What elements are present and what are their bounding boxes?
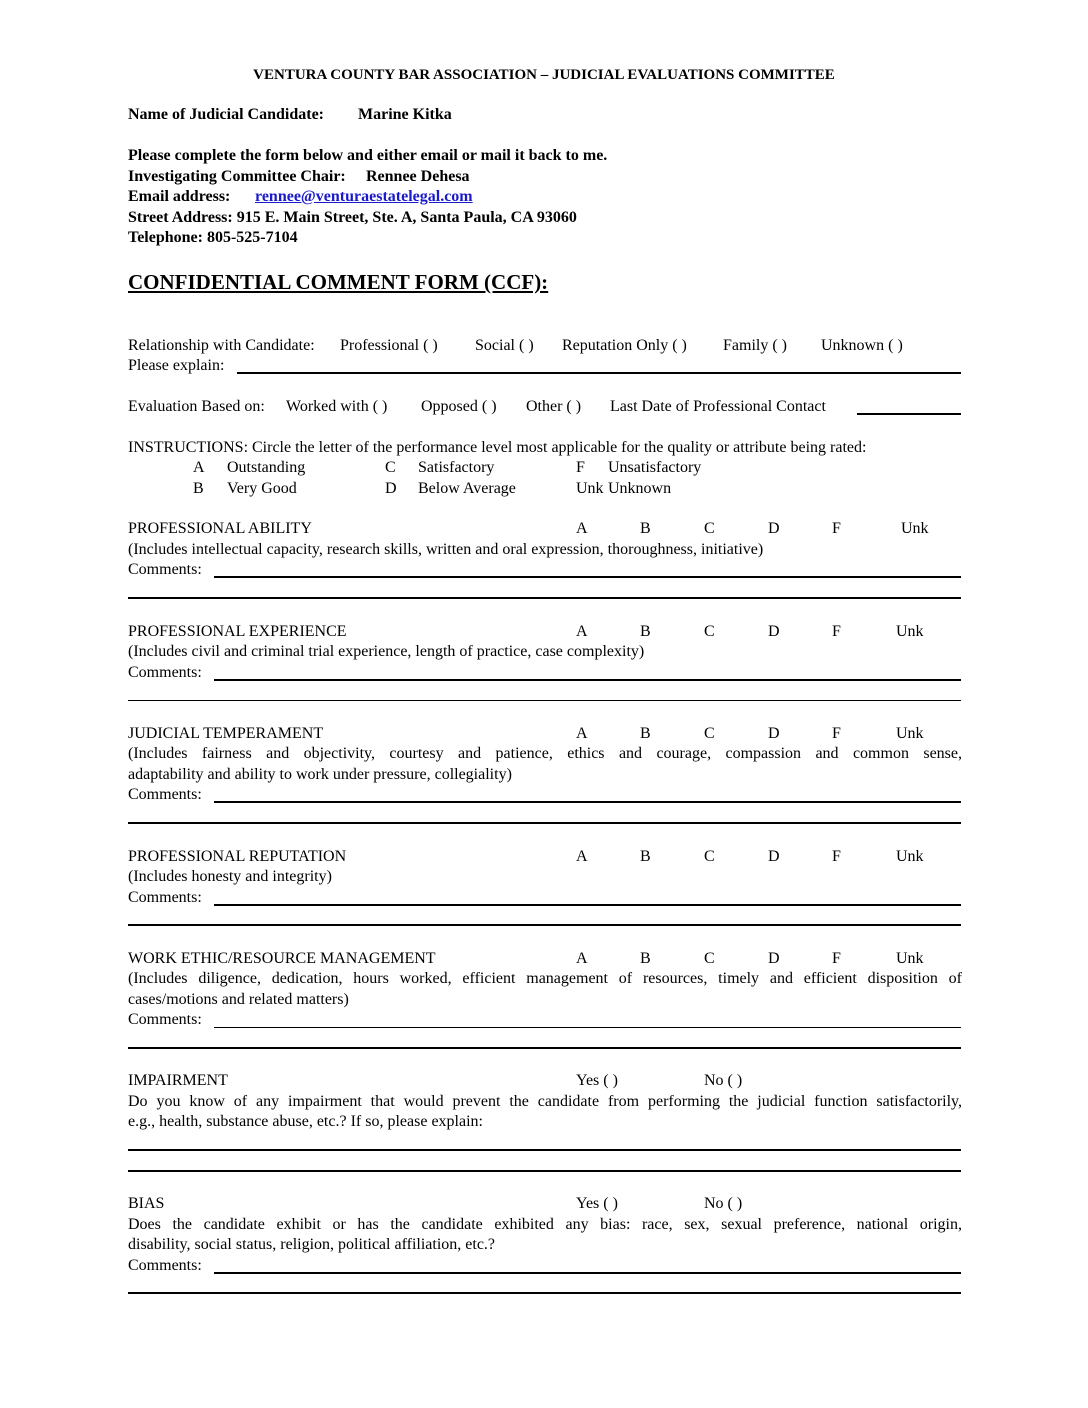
section-desc: (Includes intellectual capacity, research skills, written and oral expression, thoroughness, initiative): [128, 541, 764, 558]
relationship-professional[interactable]: Professional ( ): [340, 337, 438, 354]
evaluation-opposed[interactable]: Opposed ( ): [421, 398, 497, 415]
impairment-desc-line-2: e.g., health, substance abuse, etc.? If so, please explain:: [128, 1113, 483, 1130]
bias-comments-field[interactable]: [214, 1272, 961, 1274]
relationship-label: Relationship with Candidate:: [128, 337, 315, 354]
rating-d[interactable]: D: [768, 725, 780, 742]
evaluation-label: Evaluation Based on:: [128, 398, 265, 415]
evaluation-other[interactable]: Other ( ): [526, 398, 582, 415]
rating-c[interactable]: C: [704, 848, 715, 865]
scale-code-d: D: [385, 480, 397, 497]
comments-field[interactable]: [214, 904, 961, 906]
rating-unk[interactable]: Unk: [896, 848, 924, 865]
rating-f[interactable]: F: [832, 520, 841, 537]
section-desc-line-2: adaptability and ability to work under pressure, collegiality): [128, 766, 512, 783]
comments-label: Comments:: [128, 664, 202, 681]
section-title-professional-ability: PROFESSIONAL ABILITY: [128, 520, 312, 537]
rating-d[interactable]: D: [768, 520, 780, 537]
comments-label: Comments:: [128, 561, 202, 578]
bias-desc-line-2: disability, social status, religion, political affiliation, etc.?: [128, 1236, 496, 1253]
chair-name: Rennee Dehesa: [366, 168, 470, 185]
rating-f[interactable]: F: [832, 725, 841, 742]
scale-code-b: B: [193, 480, 204, 497]
impairment-desc-line-1: Do you know of any impairment that would prevent the candidate from performing the judicial function satisfactorily,: [128, 1093, 962, 1110]
last-contact-field[interactable]: [857, 413, 961, 415]
section-desc-line-2: cases/motions and related matters): [128, 991, 349, 1008]
rating-c[interactable]: C: [704, 950, 715, 967]
comments-field[interactable]: [214, 576, 961, 578]
bias-comments-field-line-2[interactable]: [128, 1292, 961, 1294]
rating-unk[interactable]: Unk: [896, 725, 924, 742]
scale-label-a: Outstanding: [227, 459, 306, 476]
relationship-social[interactable]: Social ( ): [475, 337, 534, 354]
document-title: VENTURA COUNTY BAR ASSOCIATION – JUDICIAL EVALUATIONS COMMITTEE: [253, 67, 835, 83]
evaluation-worked-with[interactable]: Worked with ( ): [286, 398, 388, 415]
scale-label-d: Below Average: [418, 480, 516, 497]
rating-unk[interactable]: Unk: [896, 623, 924, 640]
section-desc-line-1: (Includes diligence, dedication, hours worked, efficient management of resources, timely and efficient disposition of: [128, 970, 962, 987]
rating-b[interactable]: B: [640, 520, 651, 537]
chair-label: Investigating Committee Chair:: [128, 168, 346, 185]
scale-code-unk: Unk: [576, 480, 604, 497]
rating-unk[interactable]: Unk: [896, 950, 924, 967]
candidate-label: Name of Judicial Candidate:: [128, 106, 324, 123]
rating-a[interactable]: A: [576, 520, 588, 537]
email-link[interactable]: rennee@venturaestatelegal.com: [255, 188, 473, 205]
scale-code-f: F: [576, 459, 585, 476]
section-desc: (Includes civil and criminal trial experience, length of practice, case complexity): [128, 643, 645, 660]
rating-d[interactable]: D: [768, 623, 780, 640]
relationship-reputation-only[interactable]: Reputation Only ( ): [562, 337, 687, 354]
scale-label-c: Satisfactory: [418, 459, 495, 476]
rating-unk[interactable]: Unk: [901, 520, 929, 537]
comments-label: Comments:: [128, 889, 202, 906]
rating-c[interactable]: C: [704, 725, 715, 742]
rating-b[interactable]: B: [640, 848, 651, 865]
comments-field[interactable]: [214, 801, 961, 803]
email-label: Email address:: [128, 188, 231, 205]
section-title-judicial-temperament: JUDICIAL TEMPERAMENT: [128, 725, 324, 742]
scale-label-f: Unsatisfactory: [608, 459, 702, 476]
bias-title: BIAS: [128, 1195, 165, 1212]
instruction-line: Please complete the form below and either email or mail it back to me.: [128, 147, 608, 164]
relationship-family[interactable]: Family ( ): [723, 337, 787, 354]
explain-field[interactable]: [237, 372, 961, 374]
rating-a[interactable]: A: [576, 725, 588, 742]
rating-b[interactable]: B: [640, 725, 651, 742]
section-title-professional-reputation: PROFESSIONAL REPUTATION: [128, 848, 347, 865]
rating-f[interactable]: F: [832, 848, 841, 865]
street-address: Street Address: 915 E. Main Street, Ste. A, Santa Paula, CA 93060: [128, 209, 577, 226]
comments-label: Comments:: [128, 1257, 202, 1274]
form-title: CONFIDENTIAL COMMENT FORM (CCF):: [128, 270, 549, 294]
comments-field-line-2[interactable]: [128, 1047, 961, 1049]
bias-no[interactable]: No ( ): [704, 1195, 743, 1212]
rating-f[interactable]: F: [832, 623, 841, 640]
scale-label-unk: Unknown: [608, 480, 672, 497]
rating-c[interactable]: C: [704, 623, 715, 640]
impairment-title: IMPAIRMENT: [128, 1072, 228, 1089]
section-title-professional-experience: PROFESSIONAL EXPERIENCE: [128, 623, 347, 640]
last-contact-label: Last Date of Professional Contact: [610, 398, 826, 415]
scale-code-c: C: [385, 459, 396, 476]
explain-label: Please explain:: [128, 357, 225, 374]
candidate-name: Marine Kitka: [358, 106, 452, 123]
section-desc-line-1: (Includes fairness and objectivity, courtesy and patience, ethics and courage, compassion and common sense,: [128, 745, 962, 762]
relationship-unknown[interactable]: Unknown ( ): [821, 337, 903, 354]
scale-code-a: A: [193, 459, 205, 476]
comments-label: Comments:: [128, 1011, 202, 1028]
impairment-explain-field-line-2[interactable]: [128, 1170, 961, 1172]
rating-b[interactable]: B: [640, 623, 651, 640]
bias-desc-line-1: Does the candidate exhibit or has the candidate exhibited any bias: race, sex, sexual preference, national origin,: [128, 1216, 962, 1233]
rating-a[interactable]: A: [576, 623, 588, 640]
comments-field-line-2[interactable]: [128, 822, 961, 824]
comments-field-line-2[interactable]: [128, 924, 961, 926]
instructions-text: INSTRUCTIONS: Circle the letter of the performance level most applicable for the quality or attribute being rated:: [128, 439, 867, 456]
impairment-yes[interactable]: Yes ( ): [576, 1072, 618, 1089]
rating-d[interactable]: D: [768, 950, 780, 967]
rating-b[interactable]: B: [640, 950, 651, 967]
impairment-no[interactable]: No ( ): [704, 1072, 743, 1089]
rating-a[interactable]: A: [576, 950, 588, 967]
rating-d[interactable]: D: [768, 848, 780, 865]
scale-label-b: Very Good: [227, 480, 297, 497]
rating-f[interactable]: F: [832, 950, 841, 967]
comments-field[interactable]: [214, 679, 961, 681]
section-title-work-ethic: WORK ETHIC/RESOURCE MANAGEMENT: [128, 950, 436, 967]
comments-field[interactable]: [214, 1027, 961, 1028]
rating-c[interactable]: C: [704, 520, 715, 537]
comments-field-line-2[interactable]: [128, 597, 961, 599]
telephone: Telephone: 805-525-7104: [128, 229, 298, 246]
comments-label: Comments:: [128, 786, 202, 803]
impairment-explain-field[interactable]: [128, 1149, 961, 1151]
rating-a[interactable]: A: [576, 848, 588, 865]
section-desc: (Includes honesty and integrity): [128, 868, 332, 885]
comments-field-line-2[interactable]: [128, 700, 961, 701]
bias-yes[interactable]: Yes ( ): [576, 1195, 618, 1212]
